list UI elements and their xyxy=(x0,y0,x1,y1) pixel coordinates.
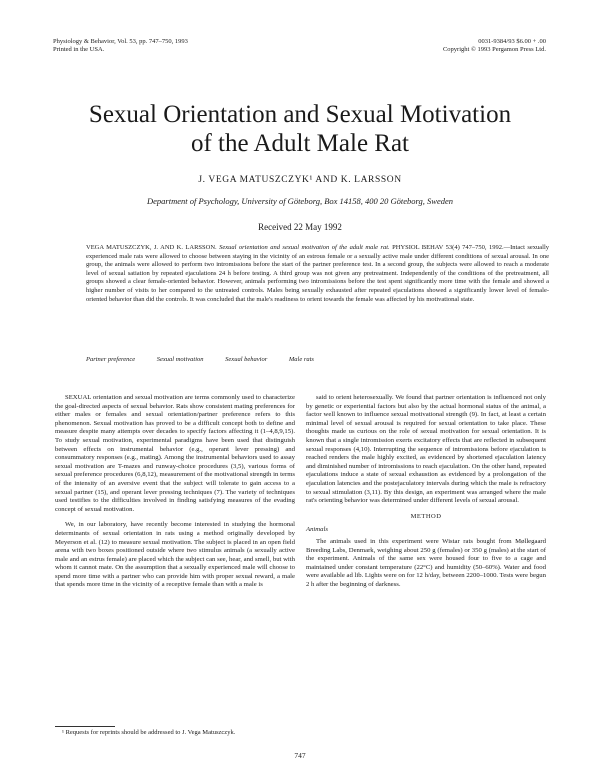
abstract-body: Intact sexually experienced male rats were allowed to choose between staying in the vicinity of an estrous female or a sexually active male under different conditions of sexual arousal. In one group, the animals were allowed to perform two intromissions before the start of the partner preference test. In a second group, the subjects were allowed to reach a moderate level of sexual satiation by repeated ejaculations 24 h before testing. A third group was not given any pretreatment. Independently of the conditions of the pretreatment, all groups showed a clear female-oriented behavior. However, animals performing two intromissions before the test spent significantly more time with the female and showed a higher number of visits to her compared to the untreated controls. Males being sexually exhausted after repeated ejaculations showed a significantly lower level of female-oriented behavior than did the controls. It was concluded that the male's readiness to orient towards the female was affected by his motivational state. xyxy=(86,244,550,303)
animals-heading: Animals xyxy=(306,526,328,534)
keyword: Sexual behavior xyxy=(225,356,268,363)
abstract-citation-authors: VEGA MATUSZCZYK, J. AND K. LARSSON. xyxy=(86,244,217,251)
authors: J. VEGA MATUSZCZYK¹ AND K. LARSSON xyxy=(198,175,402,185)
right-column xyxy=(306,394,546,596)
title-line-2: of the Adult Male Rat xyxy=(190,129,410,157)
intro-paragraph-1: SEXUAL orientation and sexual motivation are terms commonly used to characterize the goal-directed aspects of sexual behavior. Rats show consistent mating preferences for either males or females and sexual orientation/partner preference refers to this phenomenon. Sexual motivation has proved to be a difficult concept both to define and measure despite many attempts over decades to specify factors affecting it (1–4,8,9,15). To study sexual motivation, experimental paradigms have been used that distinguish between effects on instrumental behavior (e.g., operant lever pressing) and consummatory responses (e.g., mating). Among the instrumental behaviors used to assay sexual motivation are T-mazes and runway-choice procedures (3,5), various forms of sexual preference procedures (6,8,12), measurement of the motivational strength in terms of the intensity of an aversive event that the subject will tolerate to gain access to a sexual partner (15), and operant lever pressing techniques (7). The variety of techniques used testifies to the difficulties involved in finding satisfying measures of the evading concept of sexual motivation. xyxy=(55,394,295,513)
received-date: Received 22 May 1992 xyxy=(258,222,342,232)
keyword: Sexual motivation xyxy=(156,356,204,363)
animals-paragraph: The animals used in this experiment were Wistar rats bought from Møllegaard Breeding Labs, Denmark, weighing about 250 g (females) or 350 g (males) at the start of the experiment. Animals of the same sex were housed four to five to a cage and maintained under constant temperature (22°C) and humidity (50–60%). Water and food were available ad lib. Lights were on for 12 h/day, between 2200–1000. Tests were begun 2 h after the beginning of darkness. xyxy=(306,537,546,588)
page-number: 747 xyxy=(294,751,306,760)
affiliation: Department of Psychology, University of Göteborg, Box 14158, 400 20 Göteborg, Sweden xyxy=(146,196,454,206)
footnote: ¹ Requests for reprints should be addressed to J. Vega Matuszczyk. xyxy=(62,729,236,736)
footnote-divider xyxy=(55,726,115,727)
keyword: Male rats xyxy=(288,356,314,363)
abstract-citation-title: Sexual orientation and sexual motivation of the adult male rat. xyxy=(219,244,390,251)
copyright: Copyright © 1993 Pergamon Press Ltd. xyxy=(442,46,546,53)
intro-paragraph-2: We, in our laboratory, have recently become interested in studying the hormonal determinants of sexual orientation in rats using a method originally developed by Meyerson et al. (12) to measure sexual motivation. The subject is placed in an open field arena with two boxes positioned outside where two stimulus animals (a sexually active male and an estrus female) are placed which the subject can see, hear, and smell, but with whom it cannot mate. On the assumption that a sexually experienced male will choose to spend more time with a partner who can provide him with proper sexual reward, a male that spends more time in the vicinity of a receptive female than with a male is xyxy=(55,521,295,589)
title-line-1: Sexual Orientation and Sexual Motivation xyxy=(88,100,512,128)
keywords xyxy=(86,356,549,363)
issn-price: 0031-9384/93 $6.00 + .00 xyxy=(478,38,546,45)
method-heading: METHOD xyxy=(410,512,442,520)
keyword: Partner preference xyxy=(86,356,136,363)
intro-paragraph-3: said to orient heterosexually. We found that partner orientation is influenced not only by genetic or experiential factors but also by the actual hormonal status of the animal, a factor well known to influence sexual motivational strength (9). In fact, at least a certain minimal level of sexual arousal is required for sexual orientation to take place. These thoughts made us curious on the role of sexual motivation for sexual orientation. It is known that a single intromission exerts excitatory effects that are reflected in subsequent sexual responses (4,10). Interrupting the sequence of intromissions before ejaculation is reached renders the male highly excited, as evidenced by shortened ejaculation latency and diminished number of intromissions to reach ejaculation. On the other hand, repeated ejaculations induce a state of sexual exhaustion as evidenced by a prolongation of the ejaculation latencies and the postejaculatory intervals during which the male is refractory to sexual stimulation (3,11). By this design, an experiment was arranged where the male rat's orienting behavior was determined under different levels of sexual arousal. xyxy=(306,394,546,505)
abstract-citation-journal: PHYSIOL BEHAV 53(4) 747–750, 1992.— xyxy=(392,244,511,251)
paper-title xyxy=(0,100,600,158)
journal-citation: Physiology & Behavior, Vol. 53, pp. 747–750, 1993 xyxy=(53,38,188,45)
journal-header-left xyxy=(53,38,188,54)
printed-in: Printed in the USA. xyxy=(53,46,105,53)
journal-header-right xyxy=(443,38,546,54)
abstract xyxy=(86,244,549,304)
left-column xyxy=(55,394,295,597)
